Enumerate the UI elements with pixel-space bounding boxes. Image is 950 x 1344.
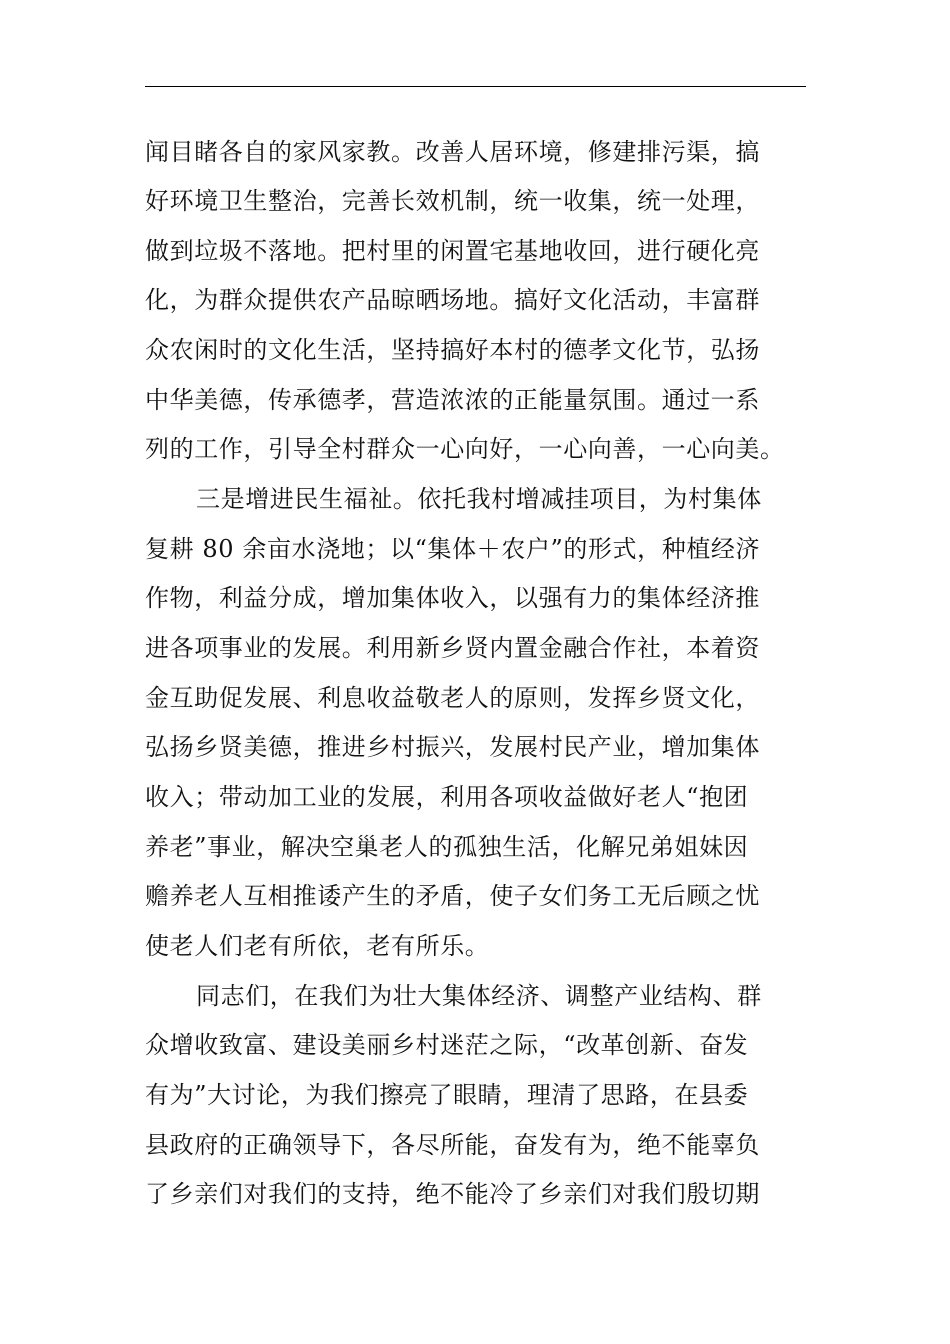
text-line: 众农闲时的文化生活，坚持搞好本村的德孝文化节，弘扬 [145,336,760,364]
text-line: 列的工作，引导全村群众一心向好，一心向善，一心向美。 [145,435,785,463]
text-line: 有为”大讨论，为我们擦亮了眼睛，理清了思路，在县委 [145,1081,749,1109]
text-line: 赡养老人互相推诿产生的矛盾，使子女们务工无后顾之忧 [145,882,760,910]
text-line: 作物，利益分成，增加集体收入，以强有力的集体经济推 [145,584,760,612]
text-line: 弘扬乡贤美德，推进乡村振兴，发展村民产业，增加集体 [145,733,760,761]
text-line: 中华美德，传承德孝，营造浓浓的正能量氛围。通过一系 [145,386,760,414]
text-line: 做到垃圾不落地。把村里的闲置宅基地收回，进行硬化亮 [145,237,760,265]
text-line: 同志们，在我们为壮大集体经济、调整产业结构、群 [196,982,762,1010]
text-line: 收入；带动加工业的发展，利用各项收益做好老人“抱团 [145,783,749,811]
text-line: 了乡亲们对我们的支持，绝不能冷了乡亲们对我们殷切期 [145,1180,760,1208]
text-line: 养老”事业，解决空巢老人的孤独生活，化解兄弟姐妹因 [145,833,749,861]
text-line: 众增收致富、建设美丽乡村迷茫之际，“改革创新、奋发 [145,1031,749,1059]
text-line: 化，为群众提供农产品晾晒场地。搞好文化活动，丰富群 [145,286,760,314]
text-line: 复耕 80 余亩水浇地；以“集体＋农户”的形式，种植经济 [145,535,761,563]
text-line: 使老人们老有所依，老有所乐。 [145,932,490,960]
text-line: 进各项事业的发展。利用新乡贤内置金融合作社，本着资 [145,634,760,662]
header-rule [145,86,806,87]
text-line: 闻目睹各自的家风家教。改善人居环境，修建排污渠，搞 [145,138,760,166]
text-line: 金互助促发展、利息收益敬老人的原则，发挥乡贤文化， [145,684,760,712]
text-line: 三是增进民生福祉。依托我村增减挂项目，为村集体 [196,485,762,513]
text-line: 县政府的正确领导下，各尽所能，奋发有为，绝不能辜负 [145,1131,760,1159]
text-line: 好环境卫生整治，完善长效机制，统一收集，统一处理， [145,187,760,215]
